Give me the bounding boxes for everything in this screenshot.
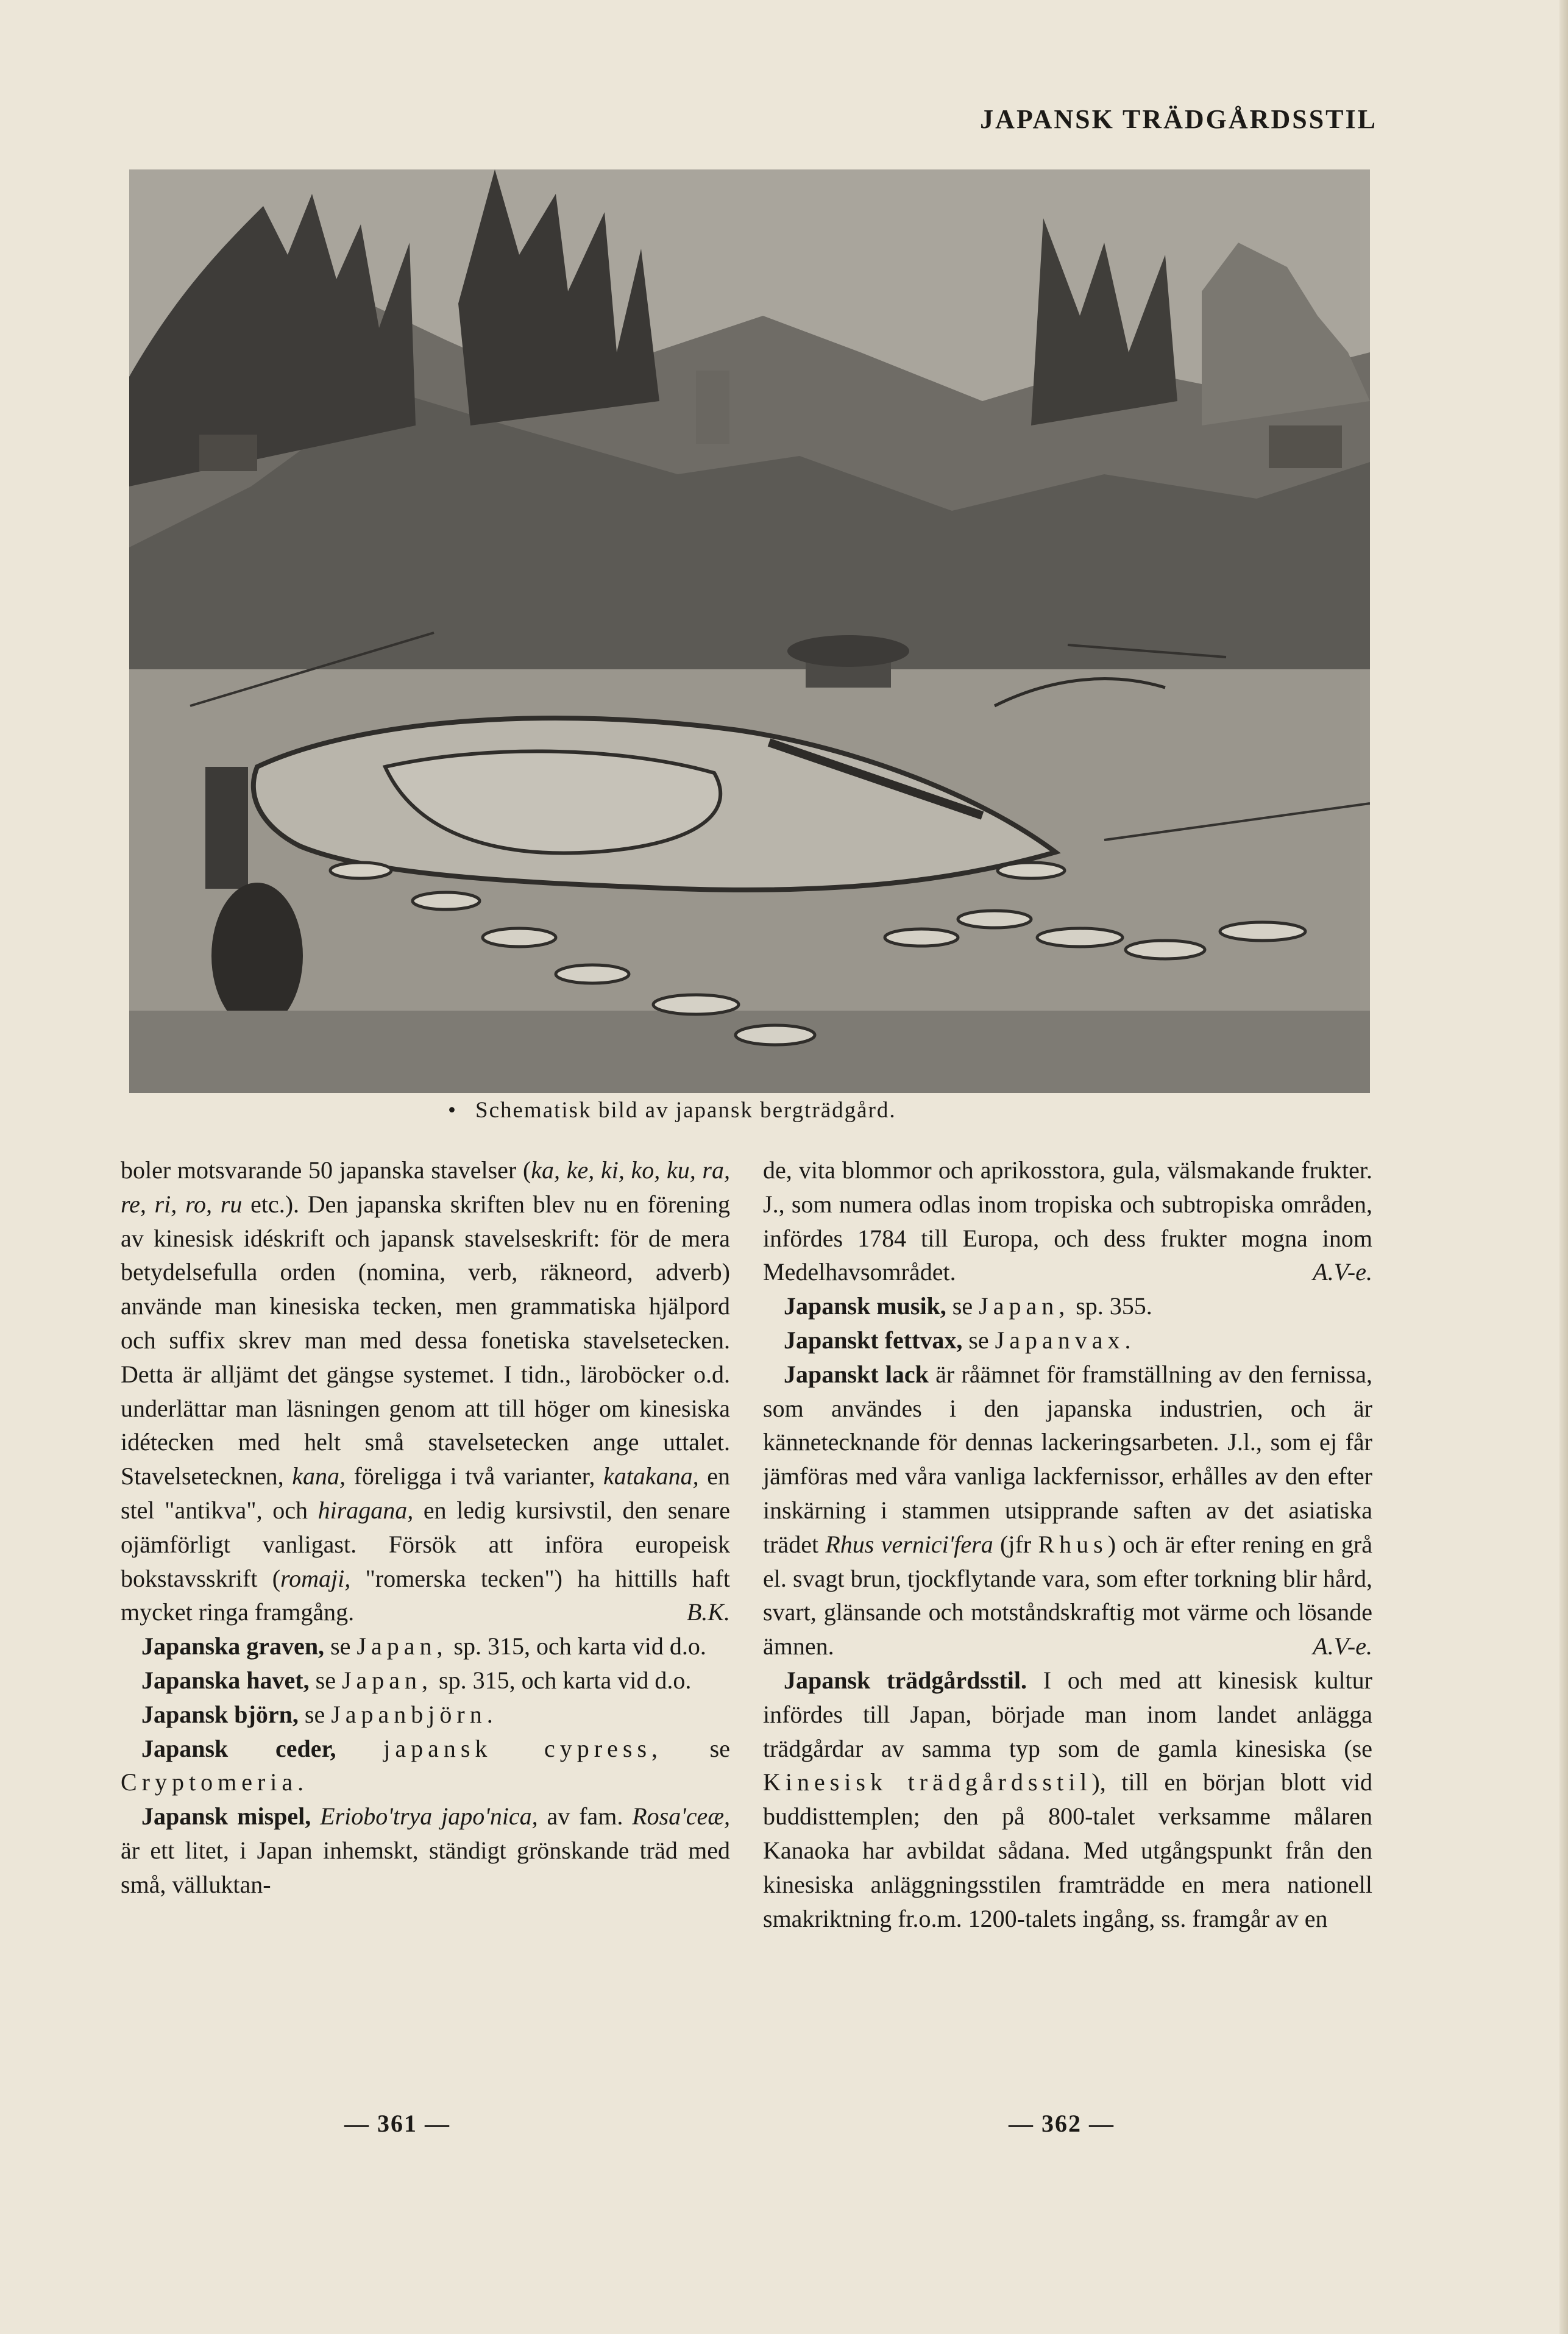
headword: Japansk trädgårdsstil. [784, 1666, 1027, 1694]
headword: Japanska havet, [141, 1666, 310, 1694]
entry-japanska-graven [121, 1629, 730, 1663]
text: sp. 355. [1070, 1292, 1152, 1320]
text-italic: Rosa'ceæ, [632, 1802, 730, 1831]
text: se [309, 1666, 342, 1694]
text: se [946, 1292, 979, 1320]
text: sp. 315, och karta vid d.o. [433, 1666, 692, 1694]
cross-reference: Rhus [1038, 1530, 1108, 1558]
cross-reference: Japan, [341, 1666, 433, 1694]
entry-japansk-mispel [121, 1799, 730, 1901]
headword: Japansk björn, [141, 1700, 299, 1728]
text: se [662, 1734, 730, 1762]
cross-reference: Japan, [357, 1632, 448, 1660]
entry-japansk-bjorn [121, 1698, 730, 1732]
entry-japansk-musik [763, 1289, 1372, 1323]
text-italic: romaji, [280, 1564, 351, 1592]
text: en stel "antikva", och [121, 1462, 730, 1524]
text-italic: Eriobo'trya japo'nica, [320, 1802, 538, 1831]
author-signature: A.V-e. [1313, 1258, 1372, 1286]
text: är råämnet för framställning av den fernissa, som användes i den japanska industrien, och är kännetecknande för dennas lackeringsarbeten. J.l., som ej får jämföras med våra vanliga lackfernissor, erhålles av den efter inskärning i stammen utsipprande saften av det asiatiska trädet [763, 1360, 1372, 1558]
headword: Japansk ceder, [141, 1734, 336, 1762]
caption-mark: • [448, 1098, 456, 1123]
text: ) och är efter rening en grå el. svagt brun, tjockflytande vara, som efter torkning blir hård, svart, glänsande och motståndskraftig mot värme och lösande ämnen. [763, 1530, 1372, 1660]
cross-reference: Japan, [979, 1292, 1070, 1320]
running-title: JAPANSK TRÄDGÅRDSSTIL [980, 104, 1377, 134]
author-signature: B.K. [686, 1598, 730, 1626]
text: de, vita blommor och aprikosstora, gula, välsmakande frukter. J., som numera odlas inom tropiska och subtropiska områden, infördes 1784 till Europa, och dess frukter mogna inom Medelhavsområdet. [763, 1156, 1372, 1286]
left-column [121, 1153, 730, 1902]
text [311, 1802, 320, 1830]
text: av fam. [537, 1802, 633, 1831]
text: se [962, 1326, 995, 1354]
paragraph-mispel-cont [763, 1153, 1372, 1289]
cross-reference: Kinesisk trädgårdsstil [763, 1768, 1092, 1796]
headword: Japansk mispel, [141, 1802, 311, 1831]
text-italic: hiragana, [318, 1496, 414, 1524]
text: (jfr [993, 1530, 1038, 1558]
text: en ledig kursivstil, den senare ojämförligt vanligast. Försök att införa europeisk bokstavsskrift ( [121, 1496, 730, 1592]
cross-reference: japansk cypress, [383, 1734, 663, 1762]
entry-japansk-ceder [121, 1732, 730, 1800]
headword: Japanskt lack [784, 1360, 929, 1388]
text-italic: katakana, [603, 1462, 699, 1490]
entry-japansk-tradgardsstil [763, 1663, 1372, 1935]
text: föreligga i två varianter, [346, 1462, 603, 1490]
page-number-left: — 361 — [344, 2110, 450, 2137]
page-edge [1559, 0, 1568, 2334]
cross-reference: Cryptomeria. [121, 1768, 309, 1796]
text: etc.). Den japanska skriften blev nu en förening av kinesisk idéskrift och japansk stavelseskrift: för de mera betydelsefulla orden (nomina, verb, räkneord, adverb) använde man kinesiska tecken, men grammatiska hjälpord och suffix skrev man med dessa fonetiska stavelsetecken. Detta är alljämt det gängse systemet. I tidn., läroböcker o.d. underlättar man läsningen genom att till höger om kinesiska idétecken med helt små stavelsetecken ange uttalet. Stavelsetecknen, [121, 1190, 730, 1490]
text: I och med att kinesisk kultur infördes till Japan, började man inom landet anlägga trädgårdar av samma typ som de gamla kinesiska (se [763, 1666, 1372, 1762]
headword: Japanskt fettvax, [784, 1326, 963, 1354]
text: sp. 315, och karta vid d.o. [447, 1632, 706, 1660]
text: ), till en början blott vid buddisttemplen; den på 800-talet verksamme målaren Kanaoka har avbildat sådana. Med utgångspunkt från den kinesiska anläggningsstilen framträdde en mera nationell smakriktning fr.o.m. 1200-talets ingång, ss. framgår av en [763, 1768, 1373, 1932]
text: se [324, 1632, 357, 1660]
text: är ett litet, i Japan inhemskt, ständigt grönskande träd med små, välluktan- [121, 1836, 730, 1898]
figure-caption: Schematisk bild av japansk bergträdgård. [475, 1098, 896, 1123]
author-signature: A.V-e. [1313, 1632, 1372, 1660]
text-italic: ka, ke, ki, ko, ku, ra, re, ri, ro, ru [121, 1156, 730, 1218]
text: boler motsvarande 50 japanska stavelser ( [121, 1156, 531, 1184]
headword: Japansk musik, [784, 1292, 946, 1320]
garden-drawing [129, 169, 1370, 1093]
headword: Japanska graven, [141, 1632, 325, 1660]
text: se [298, 1700, 332, 1728]
paragraph-kana [121, 1153, 730, 1629]
cross-reference: Japanvax. [995, 1326, 1136, 1354]
garden-illustration [129, 169, 1370, 1093]
text-italic: kana, [292, 1462, 346, 1490]
text-italic: Rhus vernici'fera [825, 1530, 993, 1558]
text [336, 1735, 384, 1762]
entry-japanska-havet [121, 1663, 730, 1698]
entry-japanskt-fettvax [763, 1323, 1372, 1357]
cross-reference: Japanbjörn. [331, 1700, 498, 1728]
text: "romerska tecken") ha hittills haft mycket ringa framgång. [121, 1564, 730, 1626]
entry-japanskt-lack [763, 1357, 1372, 1663]
page-number-right: — 362 — [1009, 2110, 1115, 2137]
right-column [763, 1153, 1372, 1935]
